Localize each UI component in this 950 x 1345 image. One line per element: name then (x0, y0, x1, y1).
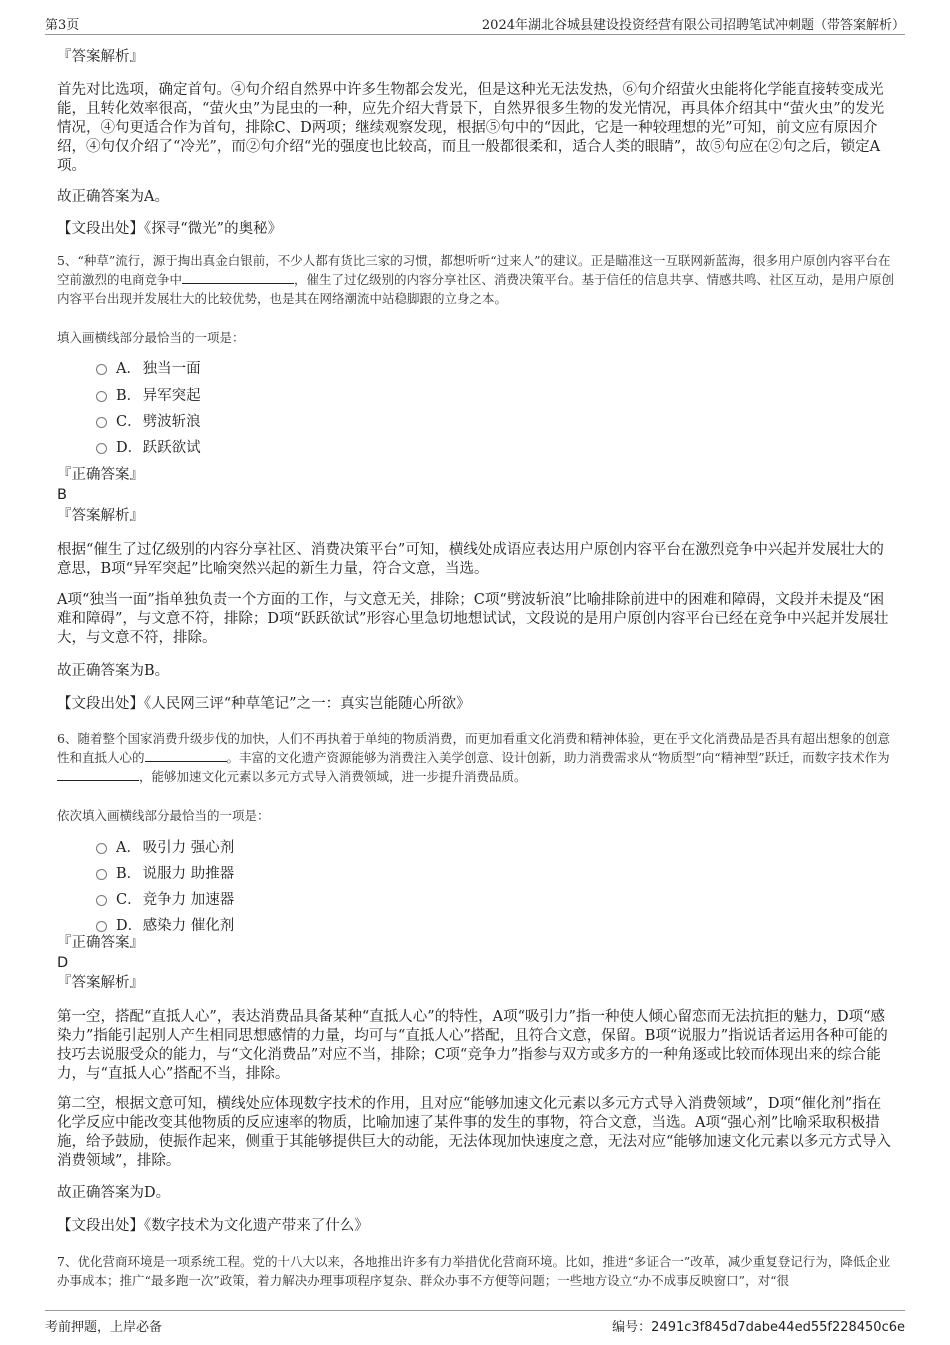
radio-icon[interactable] (96, 391, 107, 402)
radio-icon[interactable] (96, 417, 107, 428)
answer-analysis-text: A项“独当一面”指单独负责一个方面的工作，与文意无关，排除；C项“劈波斩浪”比喻排除前进中的困难和障碍，文段并未提及“困难和障碍”，与文意不符，排除；D项“跃跃欲试”形容心里急切地想试试，文段说的是用户原创内容平台已经在竞争中兴起并发展壮大，与文意不符，排除。 (57, 592, 889, 646)
question-stem: 6、随着整个国家消费升级步伐的加快，人们不再执着于单纯的物质消费，而更加看重文化消费和精神体验，更在乎文化消费品是否具有超出想象的创意性和直抵人心的 。丰富的文化遗产资源能够为消费注入美学创意、设计创新，助力消费需求从“物质型”向“精神型”跃迁，而数字技术作为，能够加速文化元素以多元方式导入消费领域，进一步提升消费品质。 (57, 731, 890, 784)
fill-blank (182, 271, 294, 284)
question-stem: 5、“种草”流行，源于掏出真金白银前，不少人都有货比三家的习惯，都想听听“过来人”的建议。正是瞄准这一互联网新蓝海，很多用户原创内容平台在空前激烈的电商竞争中 ，催生了过亿级别的内容分享社区、消费决策平台。基于信任的信息共享、情感共鸣、社区互动，是用户原创内容平台出现并发展壮大的比较优势，也是其在网络潮流中站稳脚跟的立身之本。 (57, 253, 895, 306)
correct-answer: B (57, 487, 67, 503)
option-d[interactable]: D． 感染力 催化剂 (96, 916, 234, 936)
correct-answer-label: 『正确答案』 (57, 935, 144, 951)
answer-analysis-label: 『答案解析』 (57, 975, 144, 991)
correct-answer: D (57, 955, 69, 971)
page-number: 第3页 (45, 18, 80, 33)
answer-conclusion: 故正确答案为A。 (57, 189, 169, 205)
option-c[interactable]: C． 劈波斩浪 (96, 412, 201, 432)
fill-blank (57, 768, 139, 781)
answer-conclusion: 故正确答案为B。 (57, 663, 170, 679)
passage-source: 【文段出处】《探寻“微光”的奥秘》 (57, 221, 283, 237)
question-prompt: 填入画横线部分最恰当的一项是： (57, 330, 245, 345)
correct-answer-label: 『正确答案』 (57, 467, 144, 483)
answer-analysis-text: 第一空，搭配“直抵人心”，表达消费品具备某种“直抵人心”的特性，A项“吸引力”指一种使人倾心留恋而无法抗拒的魅力，D项“感染力”指能引起别人产生相同思想感情的力量，均可与“直抵人心”搭配，且符合文意，保留。B项“说服力”指说话者运用各种可能的技巧去说服受众的能力，与“文化消费品”对应不当，排除；C项“竞争力”指参与双方或多方的一种角逐或比较而体现出来的综合能力，与“直抵人心”搭配不当，排除。 (57, 1009, 888, 1082)
passage-source: 【文段出处】《人民网三评“种草笔记”之一：真实岂能随心所欲》 (57, 696, 471, 712)
answer-analysis-label: 『答案解析』 (57, 49, 144, 65)
radio-icon[interactable] (96, 869, 107, 880)
answer-analysis-label: 『答案解析』 (57, 508, 144, 524)
document-title: 2024年湖北谷城县建设投资经营有限公司招聘笔试冲刺题（带答案解析） (481, 18, 905, 33)
answer-analysis-text: 首先对比选项，确定首句。④句介绍自然界中许多生物都会发光，但是这种光无法发热，⑥句介绍萤火虫能将化学能直接转变成光能，且转化效率很高，“萤火虫”为昆虫的一种，应先介绍大背景下，自然界很多生物的发光情况，再具体介绍其中“萤火虫”的发光情况，④句更适合作为首句，排除C、D两项；继续观察发现，根据⑤句中的“因此，它是一种较理想的光”可知，前文应有原因介绍，④句仅介绍了“冷光”，而②句介绍“光的强度也比较高，而且一般都很柔和，适合人类的眼睛”，故⑤句应在②句之后，锁定A项。 (57, 82, 885, 174)
option-c[interactable]: C． 竞争力 加速器 (96, 890, 234, 910)
question-stem: 7、优化营商环境是一项系统工程。党的十八大以来，各地推出许多有力举措优化营商环境。比如，推进“多证合一”改革，减少重复登记行为，降低企业办事成本；推广“最多跑一次”政策，着力解决办理事项程序复杂、群众办事不方便等问题；一些地方设立“办不成事反映窗口”，对“很 (57, 1254, 891, 1288)
option-b[interactable]: B． 异军突起 (96, 386, 201, 406)
option-b[interactable]: B． 说服力 助推器 (96, 864, 234, 884)
answer-analysis-text: 第二空，根据文意可知，横线处应体现数字技术的作用，且对应“能够加速文化元素以多元方式导入消费领域”，D项“催化剂”指在化学反应中能改变其他物质的反应速率的物质，比喻加速了某件事的发生的事物，符合文意，当选。A项“强心剂”比喻采取积极措施，给予鼓励，使振作起来，侧重于其能够提供巨大的动能，无法体现加快速度之意，无法对应“能够加速文化元素以多元方式导入消费领域”，排除。 (57, 1096, 891, 1169)
option-d[interactable]: D． 跃跃欲试 (96, 438, 201, 458)
option-a[interactable]: A． 吸引力 强心剂 (96, 838, 234, 858)
answer-conclusion: 故正确答案为D。 (57, 1185, 171, 1201)
footer-slogan: 考前押题，上岸必备 (45, 1320, 163, 1335)
page-header (45, 12, 905, 35)
radio-icon[interactable] (96, 443, 107, 454)
radio-icon[interactable] (96, 895, 107, 906)
radio-icon[interactable] (96, 921, 107, 932)
passage-source: 【文段出处】《数字技术为文化遗产带来了什么》 (57, 1218, 369, 1234)
question-prompt: 依次填入画横线部分最恰当的一项是： (57, 808, 270, 823)
radio-icon[interactable] (96, 364, 107, 375)
radio-icon[interactable] (96, 843, 107, 854)
option-a[interactable]: A． 独当一面 (96, 359, 201, 379)
fill-blank (145, 749, 227, 762)
page-footer (45, 1310, 905, 1335)
document-code: 编号：2491c3f845d7dabe44ed55f228450c6e (612, 1320, 905, 1335)
answer-analysis-text: 根据“催生了过亿级别的内容分享社区、消费决策平台”可知，横线处成语应表达用户原创内容平台在激烈竞争中兴起并发展壮大的意思，B项“异军突起”比喻突然兴起的新生力量，符合文意，当选。 (57, 542, 884, 577)
